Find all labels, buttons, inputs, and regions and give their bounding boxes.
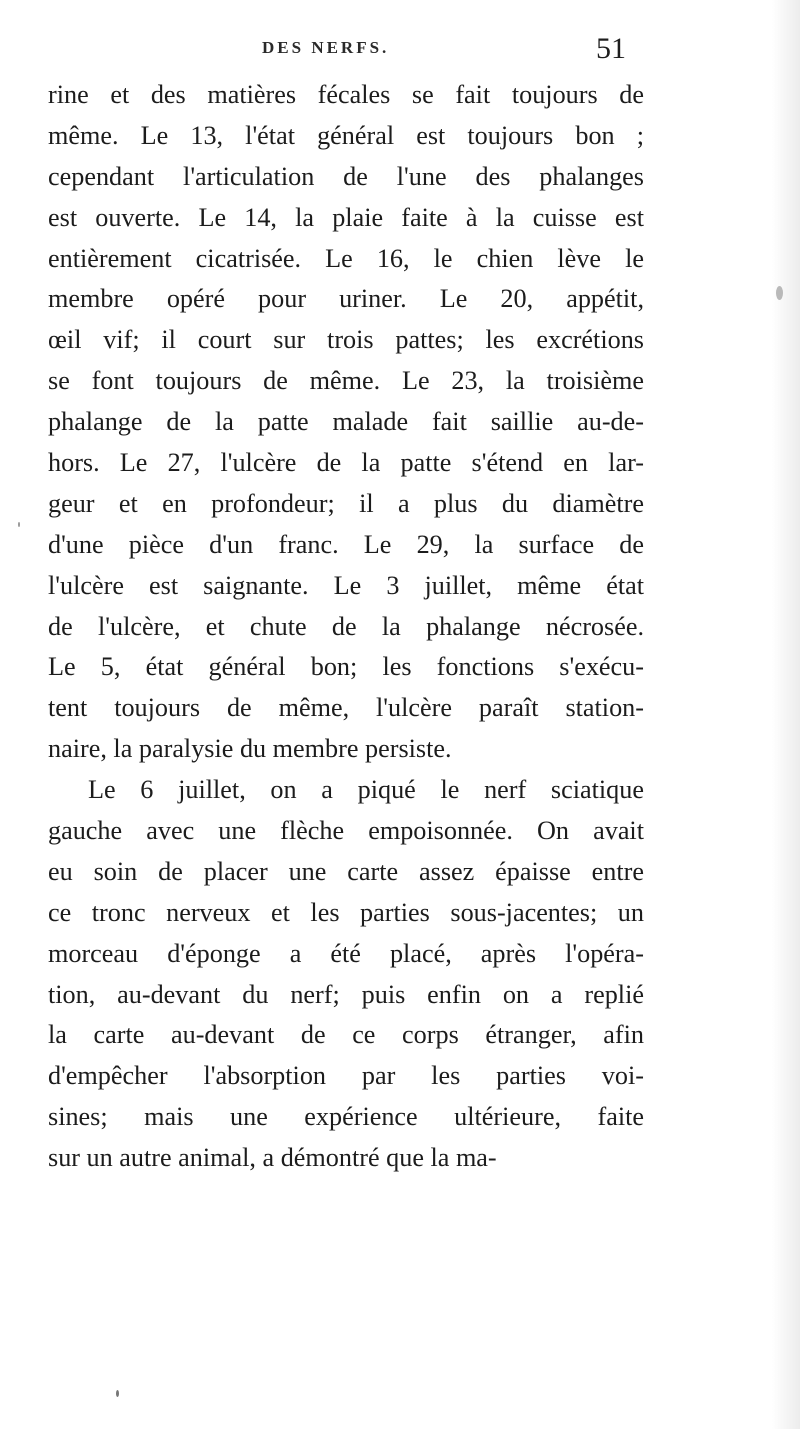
text-line: Le 6 juillet, on a piqué le nerf sciatique xyxy=(88,775,644,805)
text-line: eu soin de placer une carte assez épaisse entre xyxy=(48,856,644,886)
text-line: même. Le 13, l'état général est toujours bon ; xyxy=(48,120,644,150)
body-text xyxy=(48,75,644,1179)
text-line: morceau d'éponge a été placé, après l'opéra- xyxy=(48,938,644,968)
text-line: œil vif; il court sur trois pattes; les excrétions xyxy=(48,325,644,355)
text-line: d'empêcher l'absorption par les parties voi- xyxy=(48,1061,644,1091)
text-line: phalange de la patte malade fait saillie au-de- xyxy=(48,407,644,437)
text-line: Le 5, état général bon; les fonctions s'exécu- xyxy=(48,652,644,682)
page-header xyxy=(0,32,800,68)
paper-speck xyxy=(18,522,20,527)
text-line: ce tronc nerveux et les parties sous-jacentes; un xyxy=(48,897,644,927)
text-line: geur et en profondeur; il a plus du diamètre xyxy=(48,488,644,518)
text-line: est ouverte. Le 14, la plaie faite à la cuisse est xyxy=(48,202,644,232)
text-line: membre opéré pour uriner. Le 20, appétit, xyxy=(48,284,644,314)
paragraph xyxy=(48,770,644,1179)
paragraph xyxy=(48,75,644,770)
text-line: sines; mais une expérience ultérieure, faite xyxy=(48,1102,644,1132)
page-number: 51 xyxy=(596,32,626,65)
text-line: la carte au-devant de ce corps étranger, afin xyxy=(48,1020,644,1050)
text-line: entièrement cicatrisée. Le 16, le chien lève le xyxy=(48,243,644,273)
text-line: hors. Le 27, l'ulcère de la patte s'étend en lar- xyxy=(48,448,644,478)
running-head: DES NERFS. xyxy=(262,38,390,57)
text-line: d'une pièce d'un franc. Le 29, la surface de xyxy=(48,529,644,559)
paper-speck xyxy=(776,286,783,300)
text-line: gauche avec une flèche empoisonnée. On avait xyxy=(48,816,644,846)
text-line: cependant l'articulation de l'une des phalanges xyxy=(48,161,644,191)
text-line: de l'ulcère, et chute de la phalange nécrosée. xyxy=(48,611,644,641)
text-line: naire, la paralysie du membre persiste. xyxy=(48,734,452,764)
text-line: sur un autre animal, a démontré que la ma- xyxy=(48,1143,497,1173)
text-line: se font toujours de même. Le 23, la troisième xyxy=(48,366,644,396)
page-edge-shadow xyxy=(772,0,800,1429)
text-line: rine et des matières fécales se fait toujours de xyxy=(48,80,644,109)
text-line: l'ulcère est saignante. Le 3 juillet, même état xyxy=(48,570,644,600)
text-line: tion, au-devant du nerf; puis enfin on a replié xyxy=(48,979,644,1009)
text-line: tent toujours de même, l'ulcère paraît station- xyxy=(48,693,644,723)
paper-speck xyxy=(116,1390,119,1397)
